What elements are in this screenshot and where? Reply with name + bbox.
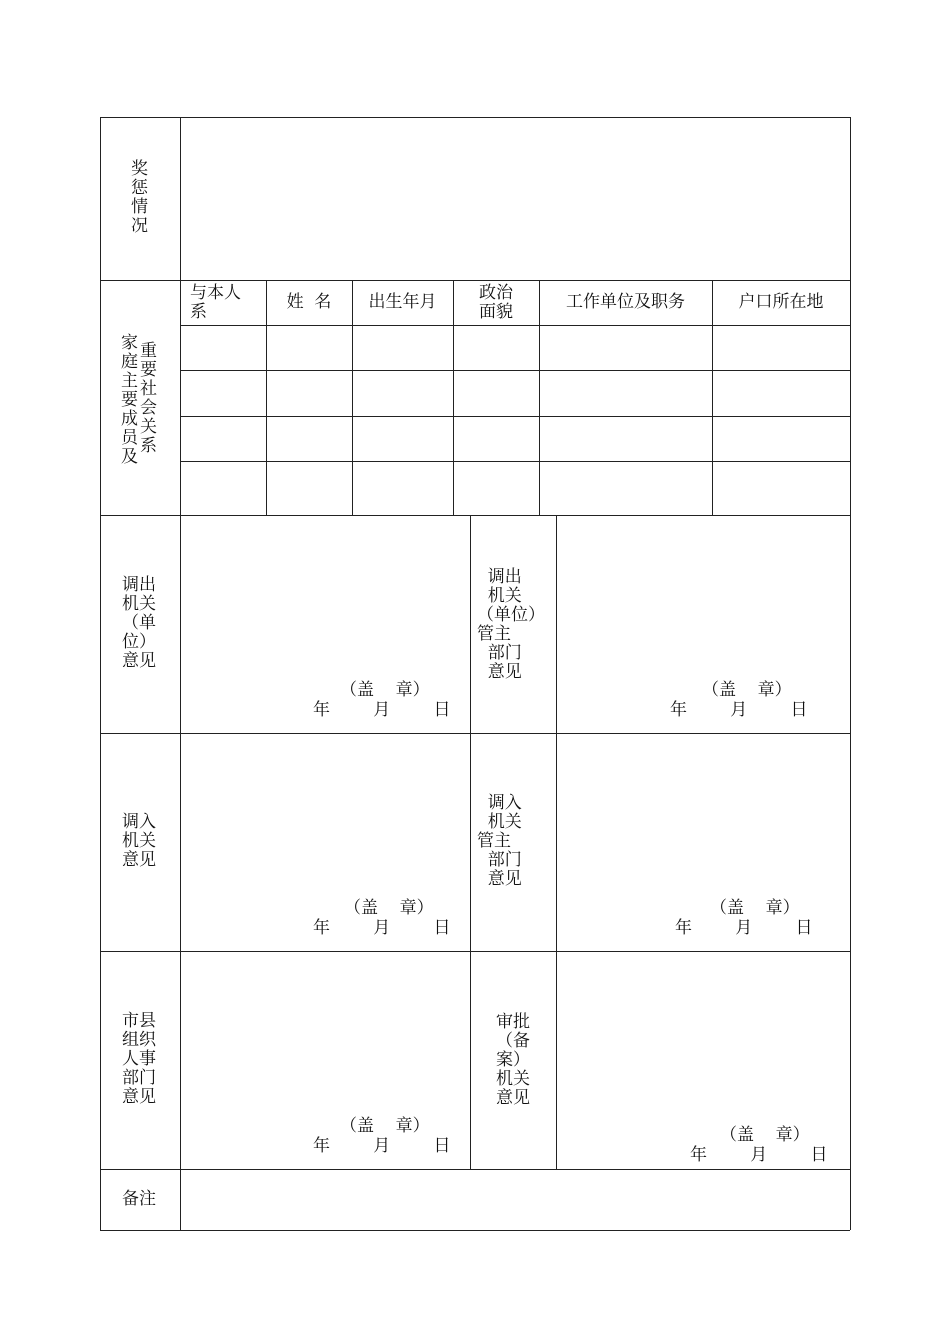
family-row-hukou[interactable] [714, 463, 849, 514]
remarks-label: 备注 [122, 1189, 156, 1209]
county-dept-seal: （盖 章） [340, 1116, 430, 1136]
family-row-name[interactable] [268, 327, 351, 369]
family-row-relation[interactable] [182, 463, 265, 514]
approval-date: 年 月 日 [690, 1145, 828, 1165]
rewards-content-field[interactable] [182, 119, 848, 278]
family-label-col1: 家 庭 主 要 成 员 及 [121, 333, 138, 467]
opinion-col-divider [556, 515, 557, 1169]
family-row-divider [180, 370, 850, 371]
out-dept-opinion-field[interactable] [558, 517, 848, 677]
table-border-right [850, 117, 851, 1230]
table-border-bottom [100, 1230, 850, 1231]
rewards-label: 奖 惩 情 况 [131, 159, 148, 236]
in-dept-label: 调入 机关 管主 部门 意见 [477, 793, 522, 889]
family-row-name[interactable] [268, 418, 351, 460]
family-row-divider [180, 416, 850, 417]
opinion-col-divider [470, 515, 471, 1169]
family-row-hukou[interactable] [714, 327, 849, 369]
family-row-hukou[interactable] [714, 418, 849, 460]
family-row-birth[interactable] [354, 463, 452, 514]
out-dept-label: 调出 机关 （单位） 管主 部门 意见 [477, 567, 545, 682]
out-unit-seal: （盖 章） [340, 680, 430, 700]
header-work: 工作单位及职务 [566, 292, 685, 312]
approval-label: 审批 （备 案） 机关 意见 [496, 1012, 530, 1108]
family-label-col2: 重 要 社 会 关 系 [140, 341, 157, 456]
in-unit-date: 年 月 日 [313, 918, 451, 938]
family-header-divider [180, 325, 850, 326]
county-dept-opinion-field[interactable] [182, 953, 469, 1113]
in-dept-opinion-field[interactable] [558, 735, 848, 895]
family-col-divider [712, 280, 713, 515]
out-unit-opinion-field[interactable] [182, 517, 469, 677]
label-column-divider [180, 117, 181, 1230]
row-divider-rewards [100, 280, 850, 281]
family-row-work[interactable] [541, 372, 711, 415]
header-hukou: 户口所在地 [738, 292, 824, 312]
family-row-name[interactable] [268, 372, 351, 415]
family-row-political[interactable] [455, 463, 538, 514]
header-birth: 出生年月 [368, 292, 437, 312]
out-unit-date: 年 月 日 [313, 700, 451, 720]
header-relation: 与本人 系 [190, 283, 241, 322]
header-name: 姓 名 [286, 292, 332, 312]
family-row-name[interactable] [268, 463, 351, 514]
in-dept-date: 年 月 日 [675, 918, 813, 938]
row-divider-family [100, 515, 850, 516]
family-row-political[interactable] [455, 418, 538, 460]
row-divider-out [100, 733, 850, 734]
row-divider-in [100, 951, 850, 952]
family-row-relation[interactable] [182, 418, 265, 460]
family-row-political[interactable] [455, 372, 538, 415]
family-row-work[interactable] [541, 463, 711, 514]
county-dept-date: 年 月 日 [313, 1136, 451, 1156]
out-dept-date: 年 月 日 [670, 700, 808, 720]
family-row-birth[interactable] [354, 418, 452, 460]
header-political: 政治 面貌 [479, 283, 513, 322]
in-unit-label: 调入 机关 意见 [122, 812, 156, 870]
in-unit-seal: （盖 章） [344, 898, 434, 918]
family-col-divider [352, 280, 353, 515]
family-row-hukou[interactable] [714, 372, 849, 415]
family-row-work[interactable] [541, 418, 711, 460]
row-divider-county [100, 1169, 850, 1170]
family-row-work[interactable] [541, 327, 711, 369]
table-border-left [100, 117, 101, 1230]
approval-seal: （盖 章） [720, 1125, 810, 1145]
approval-opinion-field[interactable] [558, 953, 848, 1113]
table-border-top [100, 117, 850, 118]
family-row-birth[interactable] [354, 327, 452, 369]
in-dept-seal: （盖 章） [710, 898, 800, 918]
family-row-birth[interactable] [354, 372, 452, 415]
family-row-divider [180, 461, 850, 462]
remarks-content-field[interactable] [182, 1171, 848, 1229]
family-row-relation[interactable] [182, 372, 265, 415]
out-dept-seal: （盖 章） [702, 680, 792, 700]
family-row-relation[interactable] [182, 327, 265, 369]
family-row-political[interactable] [455, 327, 538, 369]
out-unit-label: 调出 机关 （单 位） 意见 [122, 575, 156, 671]
family-col-divider [266, 280, 267, 515]
in-unit-opinion-field[interactable] [182, 735, 469, 895]
family-col-divider [539, 280, 540, 515]
county-dept-label: 市县 组织 人事 部门 意见 [122, 1011, 156, 1107]
